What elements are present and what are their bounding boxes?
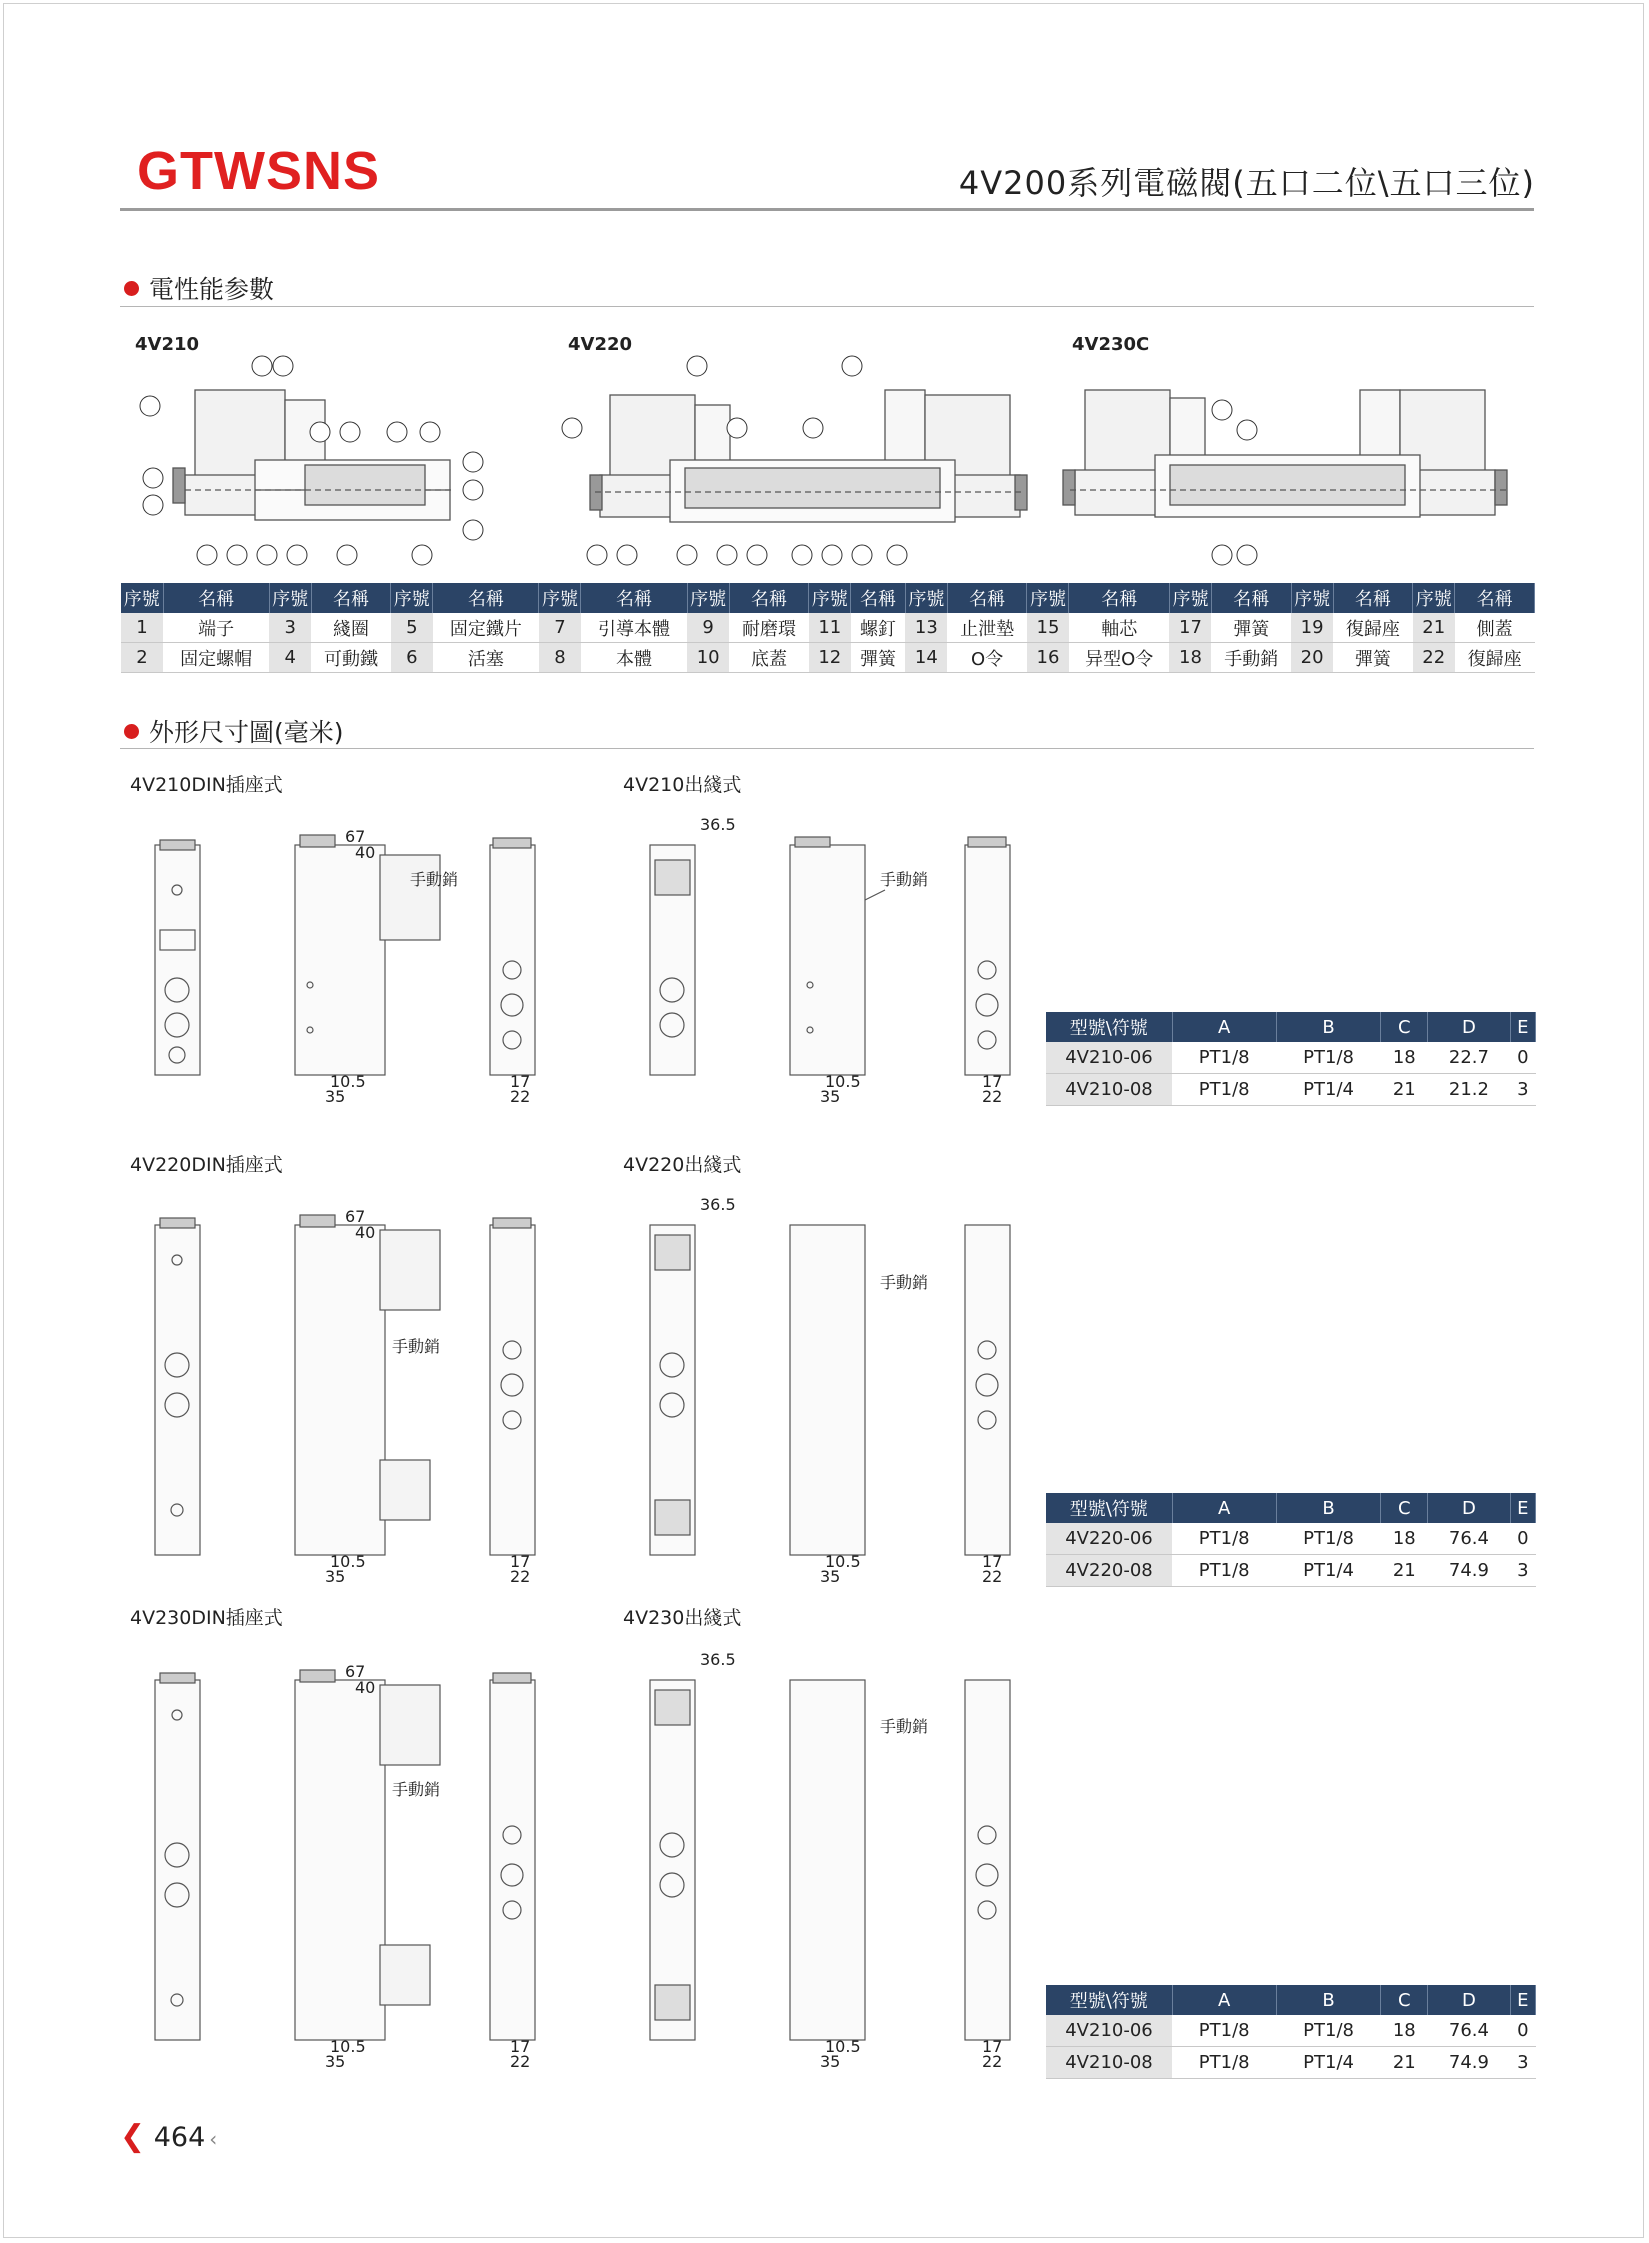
dim-value: 67 [345, 1662, 366, 1681]
assembly-drawings [125, 350, 1545, 575]
cell: PT1/8 [1172, 2047, 1276, 2079]
dim-value: 22 [510, 2052, 531, 2071]
dim-value: 22 [982, 1567, 1003, 1586]
part-no: 13 [905, 613, 947, 643]
part-name: 止泄墊 [947, 613, 1027, 643]
manual-pin-label: 手動銷 [410, 870, 459, 889]
part-name: 活塞 [433, 643, 539, 673]
part-name: 固定鐵片 [433, 613, 539, 643]
dim-value: 67 [345, 1207, 366, 1226]
part-name: 底蓋 [729, 643, 809, 673]
col-header: E [1510, 1985, 1535, 2015]
col-header: A [1172, 1493, 1276, 1523]
cell: 21.2 [1428, 1074, 1510, 1106]
dim-table-header [1046, 1985, 1536, 2015]
manual-pin-label: 手動銷 [880, 870, 929, 889]
dim-value: 36.5 [700, 1650, 736, 1669]
dim-value: 17 [510, 2037, 531, 2056]
cell: PT1/8 [1276, 1523, 1380, 1555]
col-num: 序號 [391, 583, 433, 613]
part-name: 側蓋 [1455, 613, 1535, 643]
table-row [1046, 1555, 1536, 1587]
dimension-drawings-4v210 [120, 800, 1040, 1110]
cell: 18 [1381, 2015, 1428, 2047]
drawing-caption: 4V230DIN插座式 [130, 1607, 283, 1629]
section-dimensions [124, 713, 344, 749]
cell-model: 4V210-06 [1046, 1042, 1172, 1074]
col-num: 序號 [1291, 583, 1333, 613]
cell: PT1/8 [1172, 1074, 1276, 1106]
part-no: 22 [1413, 643, 1455, 673]
part-name: 异型O令 [1069, 643, 1170, 673]
drawing-caption: 4V210DIN插座式 [130, 774, 283, 796]
dim-table-header [1046, 1012, 1536, 1042]
header-divider [120, 208, 1534, 211]
dim-value: 35 [820, 1087, 841, 1106]
col-name: 名稱 [1211, 583, 1291, 613]
cell-model: 4V220-06 [1046, 1523, 1172, 1555]
dim-value: 40 [355, 1223, 376, 1242]
part-name: 耐磨環 [729, 613, 809, 643]
dim-value: 67 [345, 827, 366, 846]
cell: 21 [1381, 1555, 1428, 1587]
section-dimensions-title: 外形尺寸圖(毫米) [149, 718, 344, 747]
dim-value: 10.5 [330, 2037, 366, 2056]
col-name: 名稱 [163, 583, 269, 613]
part-no: 4 [269, 643, 311, 673]
cell: 0 [1510, 1042, 1535, 1074]
col-header: A [1172, 1012, 1276, 1042]
col-header: D [1428, 1493, 1510, 1523]
drawing-caption: 4V210出綫式 [623, 774, 742, 796]
manual-pin-label: 手動銷 [880, 1717, 929, 1736]
cell: PT1/4 [1276, 1074, 1380, 1106]
col-header: A [1172, 1985, 1276, 2015]
part-no: 21 [1413, 613, 1455, 643]
part-no: 11 [809, 613, 851, 643]
table-row [1046, 1523, 1536, 1555]
part-name: 彈簧 [1211, 613, 1291, 643]
col-header: 型號\符號 [1046, 1985, 1172, 2015]
part-no: 1 [121, 613, 163, 643]
dim-value: 10.5 [330, 1552, 366, 1571]
bullet-icon [124, 724, 139, 739]
col-header: C [1381, 1985, 1428, 2015]
col-header: B [1276, 1493, 1380, 1523]
cell: 22.7 [1428, 1042, 1510, 1074]
part-no: 14 [905, 643, 947, 673]
drawing-caption: 4V220出綫式 [623, 1154, 742, 1176]
col-name: 名稱 [581, 583, 687, 613]
part-no: 20 [1291, 643, 1333, 673]
dim-value: 17 [510, 1552, 531, 1571]
part-name: 綫圈 [311, 613, 391, 643]
part-no: 6 [391, 643, 433, 673]
brand-logo: GTWSNS [137, 141, 380, 201]
part-no: 12 [809, 643, 851, 673]
dim-table-4v210 [1046, 1012, 1536, 1106]
manual-pin-label: 手動銷 [880, 1273, 929, 1292]
cell: 18 [1381, 1042, 1428, 1074]
dim-value: 35 [820, 2052, 841, 2071]
dim-value: 35 [325, 2052, 346, 2071]
cell: PT1/8 [1172, 1555, 1276, 1587]
dim-value: 10.5 [825, 1552, 861, 1571]
part-no: 7 [539, 613, 581, 643]
part-no: 3 [269, 613, 311, 643]
col-name: 名稱 [1333, 583, 1413, 613]
part-name: 固定螺帽 [163, 643, 269, 673]
page-number-value: 464 [153, 2122, 206, 2153]
col-header: 型號\符號 [1046, 1493, 1172, 1523]
dim-value: 17 [510, 1072, 531, 1091]
part-name: 端子 [163, 613, 269, 643]
col-name: 名稱 [433, 583, 539, 613]
part-no: 8 [539, 643, 581, 673]
table-row [1046, 2047, 1536, 2079]
manual-pin-label: 手動銷 [392, 1780, 441, 1799]
part-name: 軸芯 [1069, 613, 1170, 643]
part-no: 19 [1291, 613, 1333, 643]
part-no: 18 [1169, 643, 1211, 673]
cell: 0 [1510, 2015, 1535, 2047]
dim-value: 17 [982, 1552, 1003, 1571]
col-num: 序號 [905, 583, 947, 613]
dim-table-4v230 [1046, 1985, 1536, 2079]
col-header: E [1510, 1012, 1535, 1042]
page-title: 4V200系列電磁閥(五口二位\五口三位) [958, 164, 1535, 202]
dim-value: 36.5 [700, 815, 736, 834]
part-no: 17 [1169, 613, 1211, 643]
section-electrical-title: 電性能参數 [149, 275, 275, 304]
section-divider [120, 748, 1534, 749]
col-num: 序號 [269, 583, 311, 613]
part-name: 彈簧 [851, 643, 906, 673]
chevron-left-small-icon: ‹ [209, 2127, 218, 2151]
assembly-label-4v230c: 4V230C [1072, 334, 1150, 355]
cell: 76.4 [1428, 2015, 1510, 2047]
col-header: E [1510, 1493, 1535, 1523]
cell: 76.4 [1428, 1523, 1510, 1555]
dimension-drawings-4v220 [120, 1180, 1040, 1590]
col-header: B [1276, 1012, 1380, 1042]
dim-value: 10.5 [825, 1072, 861, 1091]
col-num: 序號 [1413, 583, 1455, 613]
col-name: 名稱 [851, 583, 906, 613]
manual-pin-label: 手動銷 [392, 1337, 441, 1356]
col-header: C [1381, 1012, 1428, 1042]
drawing-caption: 4V220DIN插座式 [130, 1154, 283, 1176]
col-num: 序號 [1169, 583, 1211, 613]
col-header: 型號\符號 [1046, 1012, 1172, 1042]
assembly-label-4v220: 4V220 [568, 334, 633, 355]
dim-value: 40 [355, 843, 376, 862]
col-header: D [1428, 1985, 1510, 2015]
col-header: C [1381, 1493, 1428, 1523]
bullet-icon [124, 281, 139, 296]
part-name: 復歸座 [1455, 643, 1535, 673]
parts-table [121, 583, 1535, 673]
cell: PT1/8 [1172, 2015, 1276, 2047]
dim-value: 22 [982, 2052, 1003, 2071]
part-name: 螺釘 [851, 613, 906, 643]
col-num: 序號 [539, 583, 581, 613]
dim-value: 36.5 [700, 1195, 736, 1214]
dim-table-4v220 [1046, 1493, 1536, 1587]
col-name: 名稱 [1455, 583, 1535, 613]
part-name: 手動銷 [1211, 643, 1291, 673]
cell: PT1/4 [1276, 2047, 1380, 2079]
table-row [1046, 2015, 1536, 2047]
cell-model: 4V210-08 [1046, 1074, 1172, 1106]
cell-model: 4V210-08 [1046, 2047, 1172, 2079]
table-row [1046, 1074, 1536, 1106]
part-no: 10 [687, 643, 729, 673]
table-row [121, 643, 1535, 673]
section-divider [120, 306, 1534, 307]
dim-value: 17 [982, 2037, 1003, 2056]
dim-value: 22 [510, 1567, 531, 1586]
dim-value: 35 [325, 1567, 346, 1586]
col-num: 序號 [1027, 583, 1069, 613]
table-row [121, 613, 1535, 643]
cell-model: 4V220-08 [1046, 1555, 1172, 1587]
dim-value: 40 [355, 1678, 376, 1697]
cell: 3 [1510, 1555, 1535, 1587]
dim-table-header [1046, 1493, 1536, 1523]
cell: 21 [1381, 1074, 1428, 1106]
part-no: 2 [121, 643, 163, 673]
cell: 3 [1510, 1074, 1535, 1106]
dim-value: 22 [510, 1087, 531, 1106]
cell: PT1/8 [1276, 1042, 1380, 1074]
table-row [1046, 1042, 1536, 1074]
dim-value: 35 [820, 1567, 841, 1586]
section-electrical [124, 270, 274, 306]
col-num: 序號 [121, 583, 163, 613]
part-no: 16 [1027, 643, 1069, 673]
part-no: 15 [1027, 613, 1069, 643]
dim-value: 22 [982, 1087, 1003, 1106]
part-name: 可動鐵 [311, 643, 391, 673]
cell: 0 [1510, 1523, 1535, 1555]
cell: 74.9 [1428, 1555, 1510, 1587]
dim-value: 17 [982, 1072, 1003, 1091]
col-name: 名稱 [311, 583, 391, 613]
cell: 3 [1510, 2047, 1535, 2079]
cell: 18 [1381, 1523, 1428, 1555]
part-no: 5 [391, 613, 433, 643]
part-name: 引導本體 [581, 613, 687, 643]
part-name: 復歸座 [1333, 613, 1413, 643]
cell: PT1/8 [1172, 1523, 1276, 1555]
col-name: 名稱 [1069, 583, 1170, 613]
col-header: D [1428, 1012, 1510, 1042]
col-name: 名稱 [729, 583, 809, 613]
cell: PT1/4 [1276, 1555, 1380, 1587]
part-name: 彈簧 [1333, 643, 1413, 673]
col-name: 名稱 [947, 583, 1027, 613]
assembly-label-4v210: 4V210 [135, 334, 200, 355]
col-header: B [1276, 1985, 1380, 2015]
part-name: 本體 [581, 643, 687, 673]
part-name: O令 [947, 643, 1027, 673]
cell: 74.9 [1428, 2047, 1510, 2079]
dimension-drawings-4v230 [120, 1635, 1040, 2075]
cell: 21 [1381, 2047, 1428, 2079]
dim-value: 10.5 [330, 1072, 366, 1091]
dim-value: 35 [325, 1087, 346, 1106]
cell: PT1/8 [1276, 2015, 1380, 2047]
col-num: 序號 [687, 583, 729, 613]
cell-model: 4V210-06 [1046, 2015, 1172, 2047]
drawing-caption: 4V230出綫式 [623, 1607, 742, 1629]
chevron-left-icon: ❮ [120, 2119, 146, 2154]
cell: PT1/8 [1172, 1042, 1276, 1074]
dim-value: 10.5 [825, 2037, 861, 2056]
parts-table-header [121, 583, 1535, 613]
col-num: 序號 [809, 583, 851, 613]
part-no: 9 [687, 613, 729, 643]
page-number [120, 2119, 217, 2154]
